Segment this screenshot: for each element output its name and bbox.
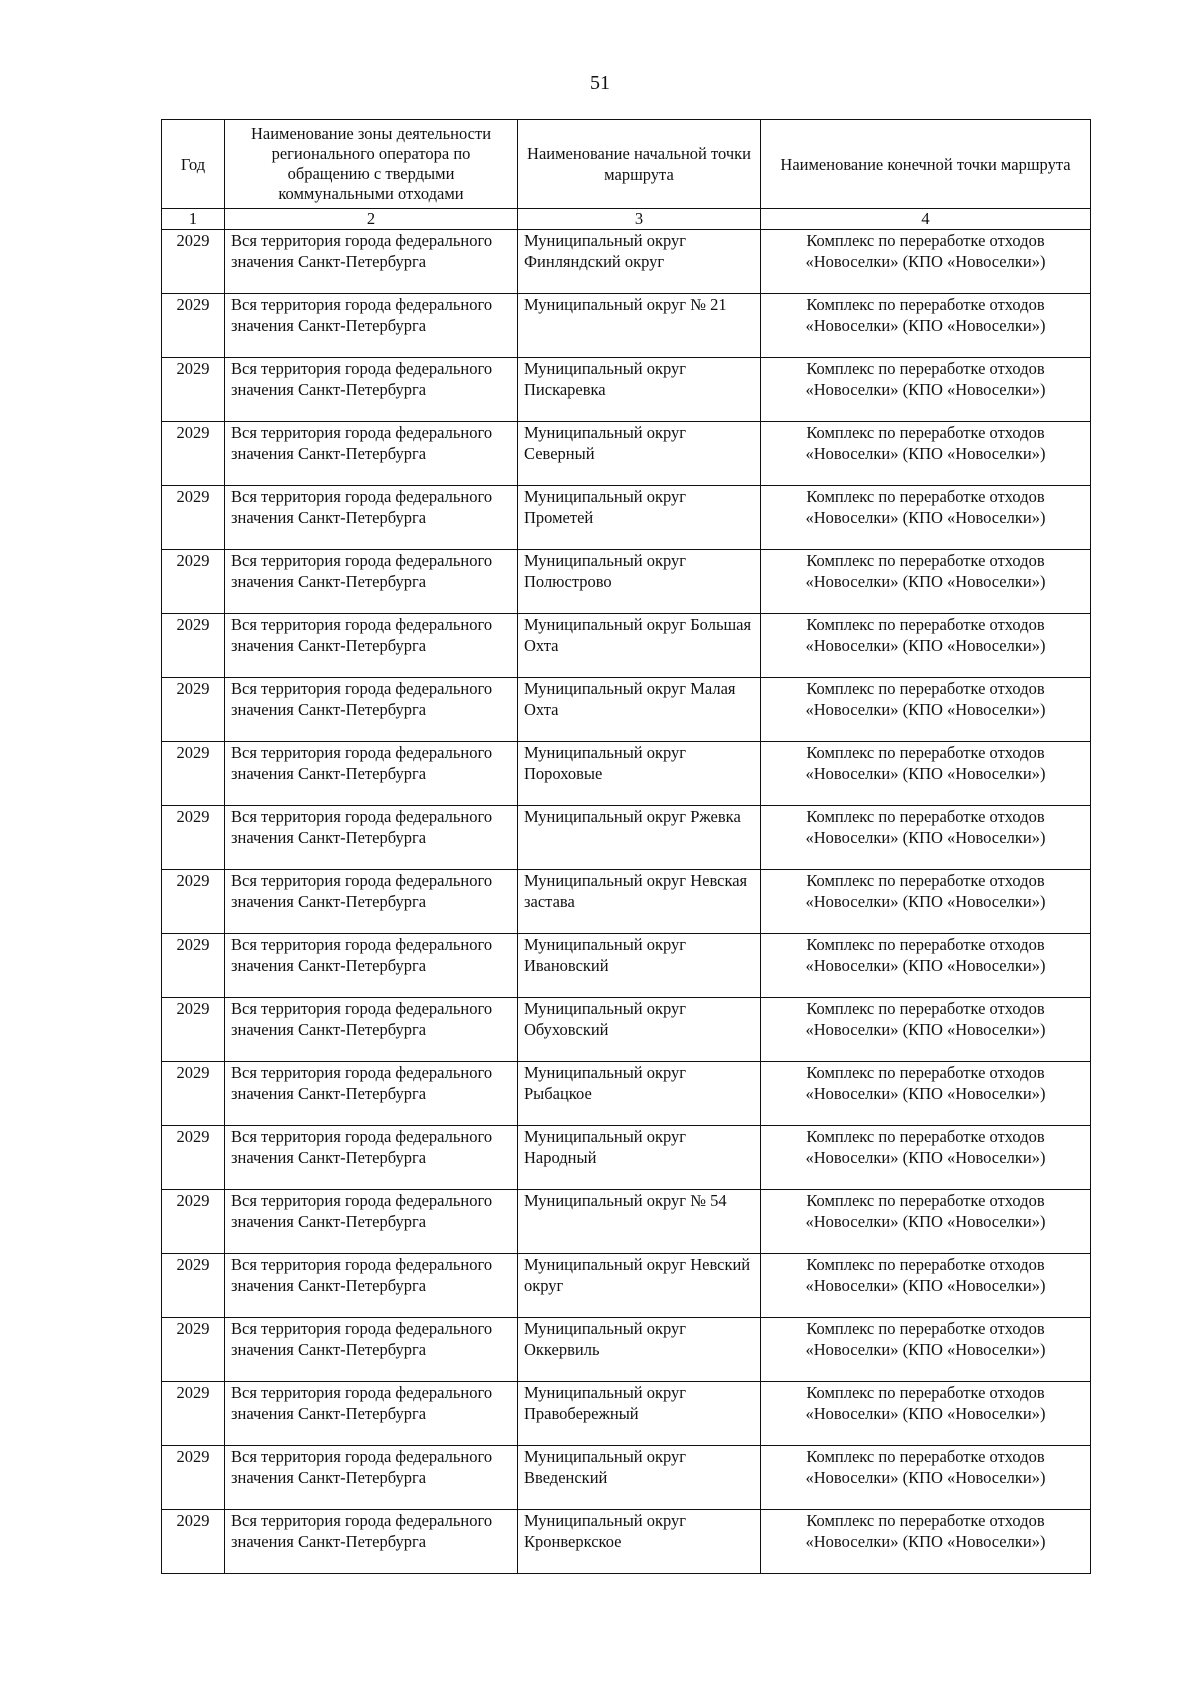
year-cell: 2029 [162,1382,225,1446]
table-row [162,1446,1091,1510]
start-point-cell: Муниципальный округ Кронверкское [518,1510,761,1574]
table-row [162,294,1091,358]
year-cell: 2029 [162,1190,225,1254]
year-cell: 2029 [162,742,225,806]
table-row [162,1254,1091,1318]
zone-cell: Вся территория города федерального значения Санкт-Петербурга [225,1190,518,1254]
table-row [162,614,1091,678]
table-row [162,1062,1091,1126]
table-row [162,358,1091,422]
table-row [162,870,1091,934]
table-row [162,1382,1091,1446]
zone-cell: Вся территория города федерального значения Санкт-Петербурга [225,1446,518,1510]
zone-cell: Вся территория города федерального значения Санкт-Петербурга [225,998,518,1062]
zone-cell: Вся территория города федерального значения Санкт-Петербурга [225,230,518,294]
end-point-cell: Комплекс по переработке отходов «Новоселки» (КПО «Новоселки») [761,1062,1091,1126]
start-point-cell: Муниципальный округ Рыбацкое [518,1062,761,1126]
zone-cell: Вся территория города федерального значения Санкт-Петербурга [225,806,518,870]
zone-cell: Вся территория города федерального значения Санкт-Петербурга [225,1062,518,1126]
zone-cell: Вся территория города федерального значения Санкт-Петербурга [225,1126,518,1190]
start-point-cell: Муниципальный округ Большая Охта [518,614,761,678]
zone-cell: Вся территория города федерального значения Санкт-Петербурга [225,422,518,486]
zone-cell: Вся территория города федерального значения Санкт-Петербурга [225,550,518,614]
header-end-point: Наименование конечной точки маршрута [761,120,1091,209]
start-point-cell: Муниципальный округ Народный [518,1126,761,1190]
header-zone: Наименование зоны деятельности регионального оператора по обращению с твердыми коммунальными отходами [225,120,518,209]
header-start-point: Наименование начальной точки маршрута [518,120,761,209]
column-number: 4 [761,209,1091,230]
start-point-cell: Муниципальный округ Невский округ [518,1254,761,1318]
year-cell: 2029 [162,806,225,870]
table-row [162,486,1091,550]
table-row [162,678,1091,742]
year-cell: 2029 [162,998,225,1062]
header-year: Год [162,120,225,209]
table-row [162,1126,1091,1190]
end-point-cell: Комплекс по переработке отходов «Новоселки» (КПО «Новоселки») [761,870,1091,934]
start-point-cell: Муниципальный округ № 54 [518,1190,761,1254]
end-point-cell: Комплекс по переработке отходов «Новоселки» (КПО «Новоселки») [761,422,1091,486]
start-point-cell: Муниципальный округ Финляндский округ [518,230,761,294]
end-point-cell: Комплекс по переработке отходов «Новоселки» (КПО «Новоселки») [761,614,1091,678]
zone-cell: Вся территория города федерального значения Санкт-Петербурга [225,870,518,934]
table-row [162,806,1091,870]
zone-cell: Вся территория города федерального значения Санкт-Петербурга [225,1318,518,1382]
end-point-cell: Комплекс по переработке отходов «Новоселки» (КПО «Новоселки») [761,294,1091,358]
end-point-cell: Комплекс по переработке отходов «Новоселки» (КПО «Новоселки») [761,1382,1091,1446]
end-point-cell: Комплекс по переработке отходов «Новоселки» (КПО «Новоселки») [761,230,1091,294]
start-point-cell: Муниципальный округ Полюстрово [518,550,761,614]
zone-cell: Вся территория города федерального значения Санкт-Петербурга [225,294,518,358]
year-cell: 2029 [162,230,225,294]
start-point-cell: Муниципальный округ Правобережный [518,1382,761,1446]
year-cell: 2029 [162,870,225,934]
table-row [162,742,1091,806]
zone-cell: Вся территория города федерального значения Санкт-Петербурга [225,1510,518,1574]
table-row [162,550,1091,614]
zone-cell: Вся территория города федерального значения Санкт-Петербурга [225,614,518,678]
table-body [162,230,1091,1574]
end-point-cell: Комплекс по переработке отходов «Новоселки» (КПО «Новоселки») [761,998,1091,1062]
table-row [162,1510,1091,1574]
start-point-cell: Муниципальный округ Малая Охта [518,678,761,742]
end-point-cell: Комплекс по переработке отходов «Новоселки» (КПО «Новоселки») [761,1190,1091,1254]
year-cell: 2029 [162,422,225,486]
column-number: 3 [518,209,761,230]
end-point-cell: Комплекс по переработке отходов «Новоселки» (КПО «Новоселки») [761,934,1091,998]
year-cell: 2029 [162,934,225,998]
start-point-cell: Муниципальный округ Невская застава [518,870,761,934]
start-point-cell: Муниципальный округ № 21 [518,294,761,358]
year-cell: 2029 [162,1254,225,1318]
column-number: 2 [225,209,518,230]
table-header-row [162,120,1091,209]
year-cell: 2029 [162,678,225,742]
year-cell: 2029 [162,1446,225,1510]
end-point-cell: Комплекс по переработке отходов «Новоселки» (КПО «Новоселки») [761,486,1091,550]
end-point-cell: Комплекс по переработке отходов «Новоселки» (КПО «Новоселки») [761,1254,1091,1318]
year-cell: 2029 [162,1062,225,1126]
year-cell: 2029 [162,358,225,422]
end-point-cell: Комплекс по переработке отходов «Новоселки» (КПО «Новоселки») [761,678,1091,742]
year-cell: 2029 [162,614,225,678]
start-point-cell: Муниципальный округ Пискаревка [518,358,761,422]
table-row [162,230,1091,294]
zone-cell: Вся территория города федерального значения Санкт-Петербурга [225,678,518,742]
table-row [162,934,1091,998]
table-row [162,1318,1091,1382]
year-cell: 2029 [162,1126,225,1190]
zone-cell: Вся территория города федерального значения Санкт-Петербурга [225,358,518,422]
start-point-cell: Муниципальный округ Северный [518,422,761,486]
start-point-cell: Муниципальный округ Оккервиль [518,1318,761,1382]
zone-cell: Вся территория города федерального значения Санкт-Петербурга [225,1382,518,1446]
routes-table [161,119,1091,1574]
table-row [162,998,1091,1062]
year-cell: 2029 [162,550,225,614]
year-cell: 2029 [162,486,225,550]
table-row [162,1190,1091,1254]
start-point-cell: Муниципальный округ Введенский [518,1446,761,1510]
page-number: 51 [590,72,610,94]
start-point-cell: Муниципальный округ Прометей [518,486,761,550]
end-point-cell: Комплекс по переработке отходов «Новоселки» (КПО «Новоселки») [761,358,1091,422]
zone-cell: Вся территория города федерального значения Санкт-Петербурга [225,486,518,550]
end-point-cell: Комплекс по переработке отходов «Новоселки» (КПО «Новоселки») [761,1318,1091,1382]
column-numbers-row [162,209,1091,230]
start-point-cell: Муниципальный округ Обуховский [518,998,761,1062]
end-point-cell: Комплекс по переработке отходов «Новоселки» (КПО «Новоселки») [761,1510,1091,1574]
year-cell: 2029 [162,1318,225,1382]
table-row [162,422,1091,486]
zone-cell: Вся территория города федерального значения Санкт-Петербурга [225,1254,518,1318]
end-point-cell: Комплекс по переработке отходов «Новоселки» (КПО «Новоселки») [761,550,1091,614]
year-cell: 2029 [162,1510,225,1574]
year-cell: 2029 [162,294,225,358]
end-point-cell: Комплекс по переработке отходов «Новоселки» (КПО «Новоселки») [761,1446,1091,1510]
end-point-cell: Комплекс по переработке отходов «Новоселки» (КПО «Новоселки») [761,742,1091,806]
start-point-cell: Муниципальный округ Ржевка [518,806,761,870]
start-point-cell: Муниципальный округ Ивановский [518,934,761,998]
start-point-cell: Муниципальный округ Пороховые [518,742,761,806]
end-point-cell: Комплекс по переработке отходов «Новоселки» (КПО «Новоселки») [761,806,1091,870]
zone-cell: Вся территория города федерального значения Санкт-Петербурга [225,934,518,998]
zone-cell: Вся территория города федерального значения Санкт-Петербурга [225,742,518,806]
end-point-cell: Комплекс по переработке отходов «Новоселки» (КПО «Новоселки») [761,1126,1091,1190]
column-number: 1 [162,209,225,230]
